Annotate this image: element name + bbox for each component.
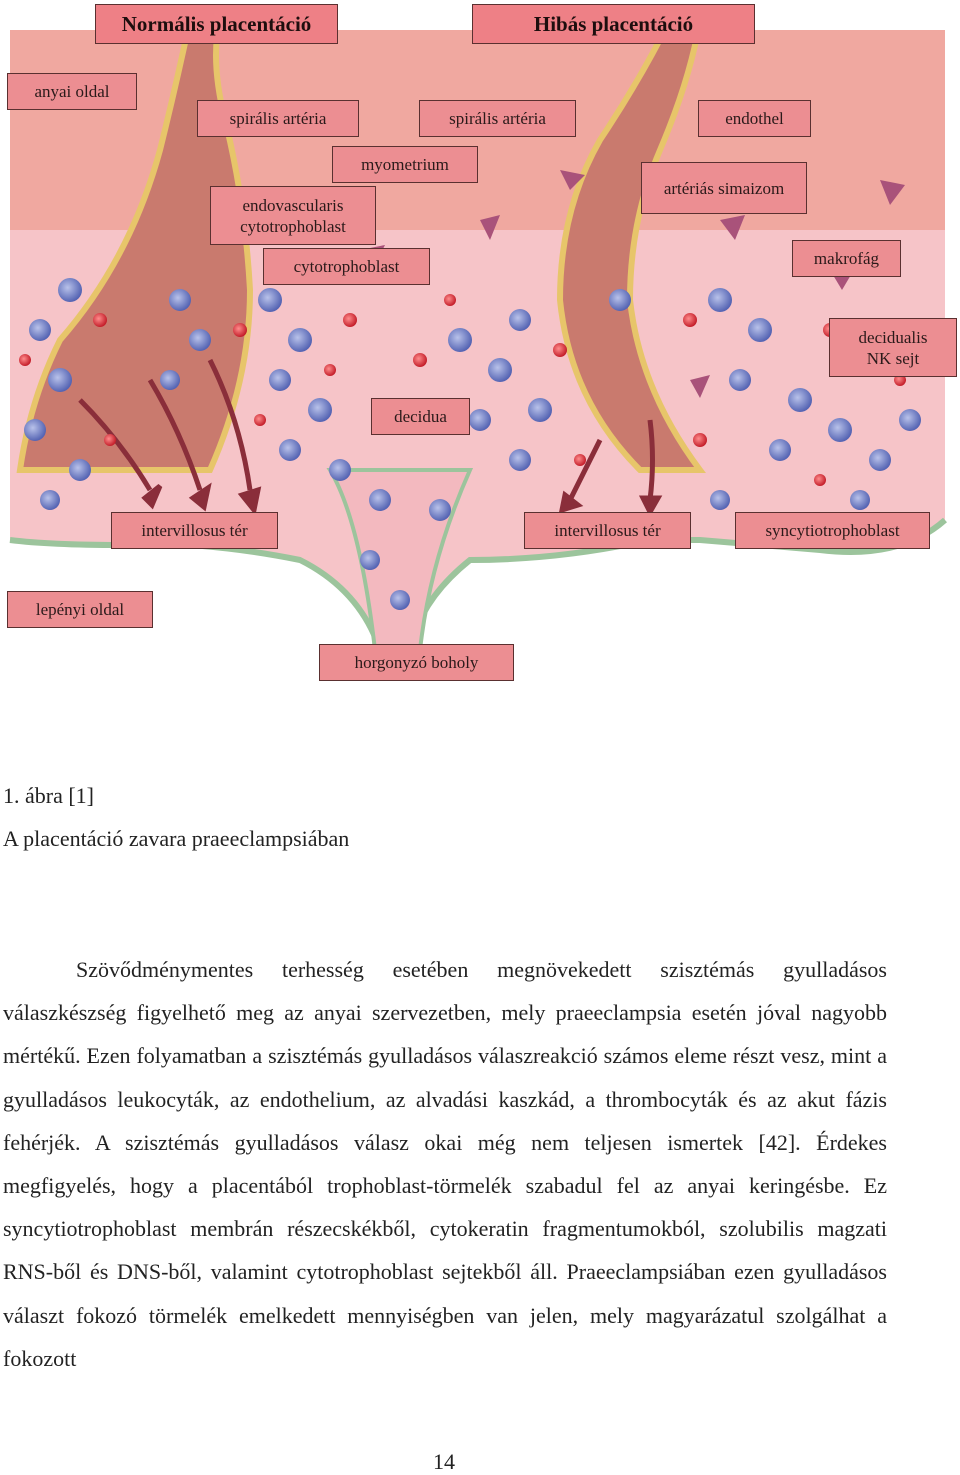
decidua-label: decidua: [371, 398, 470, 435]
spiral-artery-right-label: spirális artéria: [419, 100, 576, 137]
placentation-figure: [0, 0, 960, 700]
normal-placentation-title: Normális placentáció: [95, 4, 338, 44]
maternal-side-label: anyai oldal: [7, 73, 137, 110]
spiral-artery-left-label: spirális artéria: [197, 100, 359, 137]
figure-number: 1. ábra [1]: [3, 783, 95, 808]
cytotrophoblast-label: cytotrophoblast: [263, 248, 430, 285]
body-text: [3, 948, 887, 1380]
faulty-placentation-title: Hibás placentáció: [472, 4, 755, 44]
figure-caption: A placentáció zavara praeeclampsiában: [3, 826, 350, 851]
macrophage-label: makrofág: [792, 240, 901, 277]
decidual-nk-cell-label: decidualis NK sejt: [829, 318, 957, 377]
anchoring-villus-label: horgonyzó boholy: [319, 644, 514, 681]
intervillous-space-left-label: intervillosus tér: [111, 512, 278, 549]
page-number: 14: [433, 1449, 455, 1474]
endothel-label: endothel: [698, 100, 811, 137]
arterial-smooth-muscle-label: artériás simaizom: [641, 162, 807, 214]
intervillous-space-right-label: intervillosus tér: [524, 512, 691, 549]
myometrium-label: myometrium: [332, 146, 478, 183]
syncytiotrophoblast-label: syncytiotrophoblast: [735, 512, 930, 549]
endovascular-cytotrophoblast-label: endovascularis cytotrophoblast: [210, 186, 376, 245]
fetal-side-label: lepényi oldal: [7, 591, 153, 628]
body-paragraph: Szövődménymentes terhesség esetében megnövekedett szisztémás gyulladásos válaszkészség figyelhető meg az anyai szervezetben, mely praeeclampsia esetén jóval nagyobb mértékű. Ezen folyamatban a szisztémás gyulladásos válaszreakció számos eleme részt vesz, mint a gyulladásos leukocyták, az endothelium, az alvadási kaszkád, a thrombocyták és az akut fázis fehérjék. A szisztémás gyulladásos válasz okai még nem teljesen ismertek [42]. Érdekes megfigyelés, hogy a placentából trophoblast-törmelék szabadul fel az anyai keringésbe. Ez syncytiotrophoblast membrán részecskékből, cytokeratin fragmentumokból, szolubilis magzati RNS-ből és DNS-ből, valamint cytotrophoblast sejtekből áll. Praeeclampsiában ezen gyulladásos választ fokozó törmelék emelkedett mennyiségben van jelen, mely magyarázatul szolgálhat a fokozott: [3, 957, 887, 1371]
